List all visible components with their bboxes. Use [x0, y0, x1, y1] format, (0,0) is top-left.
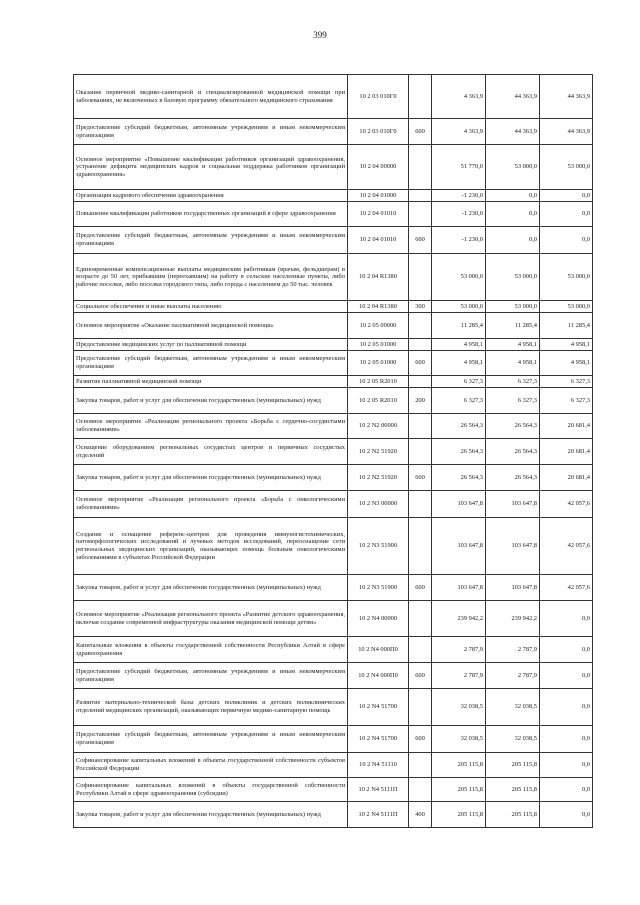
row-value-1: 6 327,3 [432, 388, 486, 414]
row-name: Развитие материально-технической базы детских поликлиник и детских поликлинических отделений медицинских организаций, оказывающих первичную медико-санитарную помощь [74, 689, 348, 726]
row-value-2: 205 115,8 [486, 802, 540, 828]
row-expense-type [409, 778, 432, 802]
row-expense-type [409, 145, 432, 190]
row-name: Софинансирование капитальных вложений в объекты государственной собственности Республики Алтай в сфере здравоохранения (субсидии) [74, 778, 348, 802]
row-expense-type: 600 [409, 465, 432, 491]
row-value-3: 20 681,4 [540, 414, 593, 439]
row-value-1: 103 647,8 [432, 518, 486, 575]
row-name: Повышение квалификации работников государственных организаций в сфере здравоохранения [74, 202, 348, 227]
row-code: 10 2 N2 51920 [348, 439, 409, 465]
row-code: 10 2 N3 51900 [348, 518, 409, 575]
row-name: Предоставление субсидий бюджетным, автономным учреждениям и иным некоммерческим организациям [74, 227, 348, 254]
row-value-3: 20 681,4 [540, 439, 593, 465]
page-number: 399 [313, 30, 327, 40]
row-value-2: 44 363,9 [486, 119, 540, 145]
row-value-3: 0,0 [540, 190, 593, 202]
budget-table [73, 74, 593, 828]
row-expense-type [409, 753, 432, 778]
row-value-1: 32 038,5 [432, 726, 486, 753]
row-expense-type [409, 518, 432, 575]
row-expense-type: 400 [409, 802, 432, 828]
row-value-3: 4 958,1 [540, 339, 593, 351]
row-value-3: 0,0 [540, 663, 593, 689]
row-value-2: 103 647,8 [486, 575, 540, 601]
row-name: Единовременные компенсационные выплаты медицинским работникам (врачам, фельдшерам) в возрасте до 50 лет, прибывшим (переехавшим) на работу в сельские населенные пункты, либо рабочие поселки, либо поселки городского типа, либо города с населением до 50 тыс. человек [74, 254, 348, 301]
row-value-1: 205 115,8 [432, 753, 486, 778]
row-code: 10 2 04 00000 [348, 145, 409, 190]
row-expense-type: 200 [409, 388, 432, 414]
row-value-2: 11 285,4 [486, 313, 540, 339]
row-code: 10 2 N3 51900 [348, 575, 409, 601]
row-code: 10 2 N4 000П0 [348, 663, 409, 689]
row-name: Предоставление субсидий бюджетным, автономным учреждениям и иным некоммерческим организациям [74, 119, 348, 145]
row-expense-type: 600 [409, 575, 432, 601]
row-value-1: -1 230,0 [432, 190, 486, 202]
row-value-2: 205 115,8 [486, 753, 540, 778]
row-expense-type [409, 689, 432, 726]
row-expense-type [409, 190, 432, 202]
row-name: Оснащение оборудованием региональных сосудистых центров и первичных сосудистых отделений [74, 439, 348, 465]
row-expense-type [409, 491, 432, 518]
row-value-3: 44 363,9 [540, 75, 593, 119]
row-value-3: 0,0 [540, 227, 593, 254]
table-row [74, 202, 593, 227]
table-row [74, 351, 593, 376]
row-value-1: 2 787,9 [432, 637, 486, 663]
row-code: 10 2 04 01000 [348, 190, 409, 202]
row-value-1: 4 958,1 [432, 351, 486, 376]
row-value-3: 6 327,3 [540, 388, 593, 414]
row-value-3: 53 000,0 [540, 145, 593, 190]
row-value-2: 0,0 [486, 190, 540, 202]
table-row [74, 778, 593, 802]
row-value-1: 205 115,8 [432, 802, 486, 828]
row-code: 10 2 05 R2010 [348, 388, 409, 414]
row-value-1: 32 038,5 [432, 689, 486, 726]
table-row [74, 388, 593, 414]
row-value-2: 44 363,9 [486, 75, 540, 119]
row-expense-type [409, 254, 432, 301]
row-value-2: 26 564,3 [486, 439, 540, 465]
row-expense-type: 600 [409, 227, 432, 254]
row-value-2: 53 000,0 [486, 145, 540, 190]
table-row [74, 376, 593, 388]
row-name: Закупка товаров, работ и услуг для обеспечения государственных (муниципальных) нужд [74, 465, 348, 491]
row-value-2: 0,0 [486, 227, 540, 254]
row-value-1: 51 770,0 [432, 145, 486, 190]
row-value-1: 53 000,0 [432, 301, 486, 313]
table-row [74, 518, 593, 575]
row-value-1: 6 327,3 [432, 376, 486, 388]
row-expense-type [409, 376, 432, 388]
table-row [74, 465, 593, 491]
row-code: 10 2 04 01010 [348, 227, 409, 254]
row-code: 10 2 N4 51700 [348, 689, 409, 726]
row-value-1: 4 958,1 [432, 339, 486, 351]
row-name: Предоставление субсидий бюджетным, автономным учреждениям и иным некоммерческим организациям [74, 351, 348, 376]
row-code: 10 2 05 00000 [348, 313, 409, 339]
row-name: Основное мероприятие «Реализация регионального проекта «Развитие детского здравоохранения, включая создание современной инфраструктуры оказания медицинской помощи детям» [74, 601, 348, 637]
row-value-1: 239 942,2 [432, 601, 486, 637]
row-value-2: 6 327,3 [486, 376, 540, 388]
row-value-2: 26 564,3 [486, 465, 540, 491]
budget-table-body [74, 75, 593, 828]
row-name: Софинансирование капитальных вложений в объекты государственной собственности субъектов Российской Федерации [74, 753, 348, 778]
row-value-2: 4 958,1 [486, 351, 540, 376]
row-value-1: 2 787,9 [432, 663, 486, 689]
row-code: 10 2 03 010Г0 [348, 75, 409, 119]
row-code: 10 2 N4 00000 [348, 601, 409, 637]
row-expense-type: 600 [409, 726, 432, 753]
row-value-2: 53 000,0 [486, 301, 540, 313]
row-value-3: 0,0 [540, 202, 593, 227]
row-name: Основное мероприятие «Оказание паллиативной медицинской помощи» [74, 313, 348, 339]
row-code: 10 2 04 R1380 [348, 301, 409, 313]
row-code: 10 2 03 010Г0 [348, 119, 409, 145]
row-value-1: 205 115,8 [432, 778, 486, 802]
row-expense-type: 600 [409, 663, 432, 689]
table-row [74, 339, 593, 351]
row-value-2: 4 958,1 [486, 339, 540, 351]
row-expense-type: 300 [409, 301, 432, 313]
table-row [74, 75, 593, 119]
row-code: 10 2 N4 51700 [348, 726, 409, 753]
row-name: Оказание первичной медико-санитарной и специализированной медицинской помощи при заболеваниях, не включенных в базовую программу обязательного медицинского страхования [74, 75, 348, 119]
row-name: Предоставление медицинских услуг по паллиативной помощи [74, 339, 348, 351]
row-code: 10 2 05 01000 [348, 351, 409, 376]
table-row [74, 439, 593, 465]
row-value-1: 4 363,9 [432, 75, 486, 119]
row-expense-type: 600 [409, 119, 432, 145]
row-value-3: 42 057,6 [540, 518, 593, 575]
row-expense-type [409, 339, 432, 351]
table-row [74, 491, 593, 518]
row-value-2: 53 000,0 [486, 254, 540, 301]
table-row [74, 313, 593, 339]
row-code: 10 2 N4 5111П [348, 778, 409, 802]
table-row [74, 575, 593, 601]
row-value-3: 20 681,4 [540, 465, 593, 491]
row-value-2: 239 942,2 [486, 601, 540, 637]
row-code: 10 2 04 R1380 [348, 254, 409, 301]
table-row [74, 726, 593, 753]
row-value-1: 4 363,9 [432, 119, 486, 145]
row-value-2: 26 564,3 [486, 414, 540, 439]
row-name: Закупка товаров, работ и услуг для обеспечения государственных (муниципальных) нужд [74, 802, 348, 828]
table-row [74, 753, 593, 778]
row-value-3: 0,0 [540, 637, 593, 663]
row-value-3: 0,0 [540, 689, 593, 726]
row-value-1: 26 564,3 [432, 414, 486, 439]
row-expense-type [409, 414, 432, 439]
row-value-3: 42 057,6 [540, 491, 593, 518]
row-value-3: 42 057,6 [540, 575, 593, 601]
row-value-3: 0,0 [540, 726, 593, 753]
row-value-3: 53 000,0 [540, 254, 593, 301]
row-value-3: 0,0 [540, 601, 593, 637]
table-row [74, 227, 593, 254]
row-value-3: 0,0 [540, 802, 593, 828]
row-code: 10 2 N3 00000 [348, 491, 409, 518]
row-value-1: 26 564,3 [432, 439, 486, 465]
row-name: Основное мероприятие «Реализация регионального проекта «Борьба с онкологическими заболеваниями» [74, 491, 348, 518]
table-row [74, 301, 593, 313]
row-value-3: 6 327,3 [540, 376, 593, 388]
row-value-3: 0,0 [540, 778, 593, 802]
row-code: 10 2 N2 00000 [348, 414, 409, 439]
row-value-1: 11 285,4 [432, 313, 486, 339]
row-value-1: 103 647,8 [432, 491, 486, 518]
row-value-2: 32 038,5 [486, 689, 540, 726]
row-code: 10 2 N4 5111П [348, 802, 409, 828]
row-name: Создание и оснащение референс-центров для проведения иммуногистохимических, патоморфологических исследований и лучевых методов исследований, переоснащение сети региональных медицинских организаций, оказывающих помощь больным онкологическими заболеваниями в субъектах Российской Федерации [74, 518, 348, 575]
row-name: Основное мероприятие «Реализация регионального проекта «Борьба с сердечно-сосудистыми заболеваниями» [74, 414, 348, 439]
row-value-3: 4 958,1 [540, 351, 593, 376]
row-expense-type [409, 439, 432, 465]
row-value-2: 205 115,8 [486, 778, 540, 802]
row-value-2: 2 787,9 [486, 663, 540, 689]
row-expense-type [409, 75, 432, 119]
row-name: Развитие паллиативной медицинской помощи [74, 376, 348, 388]
table-row [74, 663, 593, 689]
row-value-1: 53 000,0 [432, 254, 486, 301]
row-name: Организация кадрового обеспечения здравоохранения [74, 190, 348, 202]
row-code: 10 2 04 01010 [348, 202, 409, 227]
row-value-3: 11 285,4 [540, 313, 593, 339]
row-expense-type [409, 313, 432, 339]
table-row [74, 689, 593, 726]
row-code: 10 2 N4 51110 [348, 753, 409, 778]
row-code: 10 2 05 R2010 [348, 376, 409, 388]
table-row [74, 601, 593, 637]
row-value-2: 6 327,3 [486, 388, 540, 414]
row-expense-type [409, 601, 432, 637]
row-value-1: 103 647,8 [432, 575, 486, 601]
row-value-2: 0,0 [486, 202, 540, 227]
table-row [74, 119, 593, 145]
table-row [74, 414, 593, 439]
row-name: Предоставление субсидий бюджетным, автономным учреждениям и иным некоммерческим организациям [74, 663, 348, 689]
table-row [74, 190, 593, 202]
row-value-2: 32 038,5 [486, 726, 540, 753]
row-value-2: 103 647,8 [486, 518, 540, 575]
row-code: 10 2 N4 000П0 [348, 637, 409, 663]
row-name: Капитальные вложения в объекты государственной собственности Республики Алтай в сфере здравоохранения [74, 637, 348, 663]
row-value-1: -1 230,0 [432, 202, 486, 227]
row-value-3: 0,0 [540, 753, 593, 778]
row-name: Закупка товаров, работ и услуг для обеспечения государственных (муниципальных) нужд [74, 388, 348, 414]
table-row [74, 802, 593, 828]
row-code: 10 2 05 01000 [348, 339, 409, 351]
row-name: Закупка товаров, работ и услуг для обеспечения государственных (муниципальных) нужд [74, 575, 348, 601]
row-value-3: 44 363,9 [540, 119, 593, 145]
row-value-1: -1 230,0 [432, 227, 486, 254]
table-row [74, 254, 593, 301]
row-value-3: 53 000,0 [540, 301, 593, 313]
row-name: Предоставление субсидий бюджетным, автономным учреждениям и иным некоммерческим организациям [74, 726, 348, 753]
table-row [74, 637, 593, 663]
table-row [74, 145, 593, 190]
row-expense-type: 600 [409, 351, 432, 376]
row-value-2: 2 787,9 [486, 637, 540, 663]
row-name: Социальное обеспечение и иные выплаты населению [74, 301, 348, 313]
row-expense-type [409, 637, 432, 663]
row-code: 10 2 N2 51920 [348, 465, 409, 491]
row-name: Основное мероприятие «Повышение квалификации работников организаций здравоохранения, устранение дефицита медицинских кадров и социальная поддержка работников организаций здравоохранения» [74, 145, 348, 190]
row-expense-type [409, 202, 432, 227]
row-value-2: 103 647,8 [486, 491, 540, 518]
row-value-1: 26 564,3 [432, 465, 486, 491]
